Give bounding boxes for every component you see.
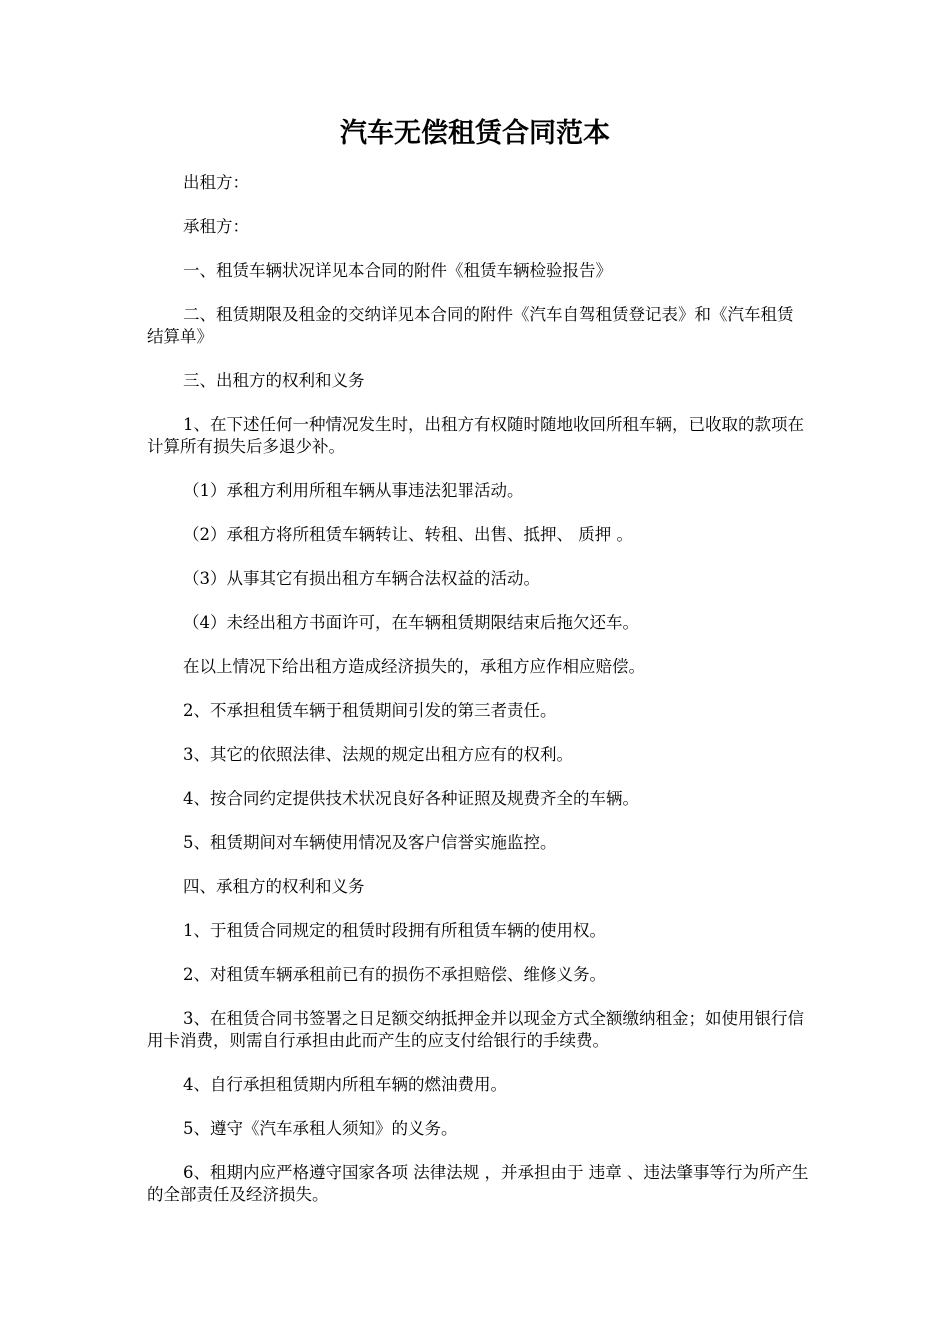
paragraph-lessee-item-3: 3、在租赁合同书签署之日足额交纳抵押金并以现金方式全额缴纳租金；如使用银行信用卡消费，则需自行承担由此而产生的应支付给银行的手续费。	[147, 1009, 804, 1050]
paragraph-subitem-3: （3）从事其它有损出租方车辆合法权益的活动。	[183, 569, 540, 588]
document-title: 汽车无偿租赁合同范本	[340, 118, 610, 149]
paragraph-compensation: 在以上情况下给出租方造成经济损失的，承租方应作相应赔偿。	[183, 657, 645, 676]
paragraph-lessee-item-6: 6、租期内应严格遵守国家各项 法律法规 ，并承担由于 违章 、违法肇事等行为所产生的全部责任及经济损失。	[147, 1163, 809, 1204]
paragraph-clause-1: 一、租赁车辆状况详见本合同的附件《租赁车辆检验报告》	[183, 261, 612, 280]
paragraph-lessee: 承租方：	[183, 217, 249, 236]
paragraph-lessee-item-1: 1、于租赁合同规定的租赁时段拥有所租赁车辆的使用权。	[183, 921, 606, 940]
paragraph-lessor-item-1: 1、在下述任何一种情况发生时，出租方有权随时随地收回所租车辆，已收取的款项在计算所有损失后多退少补。	[147, 415, 804, 456]
paragraph-section-lessee-rights: 四、承租方的权利和义务	[183, 877, 365, 896]
paragraph-lessor-item-4: 4、按合同约定提供技术状况良好各种证照及规费齐全的车辆。	[183, 789, 639, 808]
paragraph-lessee-item-2: 2、对租赁车辆承租前已有的损伤不承担赔偿、维修义务。	[183, 965, 606, 984]
paragraph-lessor: 出租方：	[183, 173, 249, 192]
paragraph-lessor-item-3: 3、其它的依照法律、法规的规定出租方应有的权利。	[183, 745, 573, 764]
paragraph-lessor-item-5: 5、租赁期间对车辆使用情况及客户信誉实施监控。	[183, 833, 557, 852]
paragraph-lessor-item-2: 2、不承担租赁车辆于租赁期间引发的第三者责任。	[183, 701, 557, 720]
paragraph-lessee-item-4: 4、自行承担租赁期内所租车辆的燃油费用。	[183, 1075, 507, 1094]
paragraph-section-lessor-rights: 三、出租方的权利和义务	[183, 371, 365, 390]
paragraph-lessee-item-5: 5、遵守《汽车承租人须知》的义务。	[183, 1119, 458, 1138]
paragraph-clause-2: 二、租赁期限及租金的交纳详见本合同的附件《汽车自驾租赁登记表》和《汽车租赁结算单》	[147, 305, 794, 346]
paragraph-subitem-1: （1）承租方利用所租车辆从事违法犯罪活动。	[183, 481, 524, 500]
paragraph-subitem-2: （2）承租方将所租赁车辆转让、转租、出售、抵押、 质押 。	[183, 525, 633, 544]
paragraph-subitem-4: （4）未经出租方书面许可，在车辆租赁期限结束后拖欠还车。	[183, 613, 639, 632]
